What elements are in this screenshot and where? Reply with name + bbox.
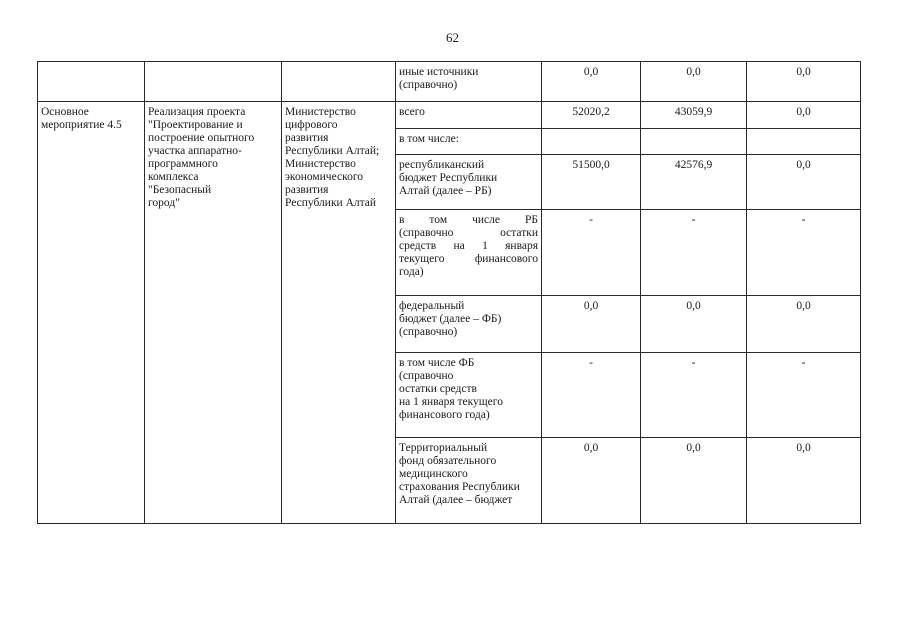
funding-source-text: в том числе: [399, 133, 459, 145]
activity-code-cell [38, 102, 145, 524]
funding-source-cell [396, 210, 542, 296]
value-cell: 0,0 [747, 438, 861, 524]
empty-cell [38, 62, 145, 102]
value-cell: 0,0 [641, 296, 747, 353]
value-cell: - [641, 210, 747, 296]
empty-cell [145, 62, 282, 102]
funding-source-text: в том числе ФБ (справочно остатки средств на 1 января текущего финансового года) [399, 357, 503, 421]
funding-source-text: республиканский бюджет Республики Алтай (далее – РБ) [399, 159, 498, 197]
value-cell: 0,0 [542, 62, 641, 102]
value-cell: 0,0 [747, 296, 861, 353]
value-cell: 52020,2 [542, 102, 641, 129]
funding-table [37, 61, 861, 524]
activity-name: Реализация проекта "Проектирование и построение опытного участка аппаратно- программного комплекса "Безопасный город" [148, 106, 255, 209]
activity-name-cell [145, 102, 282, 524]
value-cell: - [747, 353, 861, 438]
value-cell [747, 129, 861, 155]
funding-source-text: федеральный бюджет (далее – ФБ) (справочно) [399, 300, 502, 338]
empty-cell [282, 62, 396, 102]
funding-source-text: иные источники (справочно) [399, 66, 479, 91]
value-cell: - [542, 353, 641, 438]
funding-source-cell [396, 62, 542, 102]
funding-source-text: всего [399, 106, 425, 118]
value-cell: 0,0 [747, 155, 861, 210]
value-cell: 0,0 [542, 296, 641, 353]
value-cell: - [747, 210, 861, 296]
page-number: 62 [446, 30, 459, 45]
value-cell: 43059,9 [641, 102, 747, 129]
value-cell [641, 129, 747, 155]
value-cell: 0,0 [747, 62, 861, 102]
executor-name: Министерство цифрового развития Республики Алтай; Министерство экономического развития Республики Алтай [285, 106, 380, 209]
value-cell: 51500,0 [542, 155, 641, 210]
value-cell: 0,0 [542, 438, 641, 524]
value-cell: 0,0 [747, 102, 861, 129]
funding-source-cell [396, 438, 542, 524]
funding-source-cell [396, 129, 542, 155]
funding-source-cell [396, 155, 542, 210]
funding-source-cell [396, 353, 542, 438]
executor-cell [282, 102, 396, 524]
value-cell [542, 129, 641, 155]
funding-source-text: в том числе РБ (справочно остатки средств на 1 января текущего финансового года) [399, 214, 538, 278]
value-cell: 0,0 [641, 62, 747, 102]
table-row [38, 62, 861, 102]
value-cell: 0,0 [641, 438, 747, 524]
table-row [38, 102, 861, 129]
funding-source-cell [396, 296, 542, 353]
funding-source-cell [396, 102, 542, 129]
funding-source-text: Территориальный фонд обязательного медицинского страхования Республики Алтай (далее – бюджет [399, 442, 520, 506]
value-cell: - [542, 210, 641, 296]
value-cell: 42576,9 [641, 155, 747, 210]
value-cell: - [641, 353, 747, 438]
activity-code: Основное мероприятие 4.5 [41, 106, 122, 131]
